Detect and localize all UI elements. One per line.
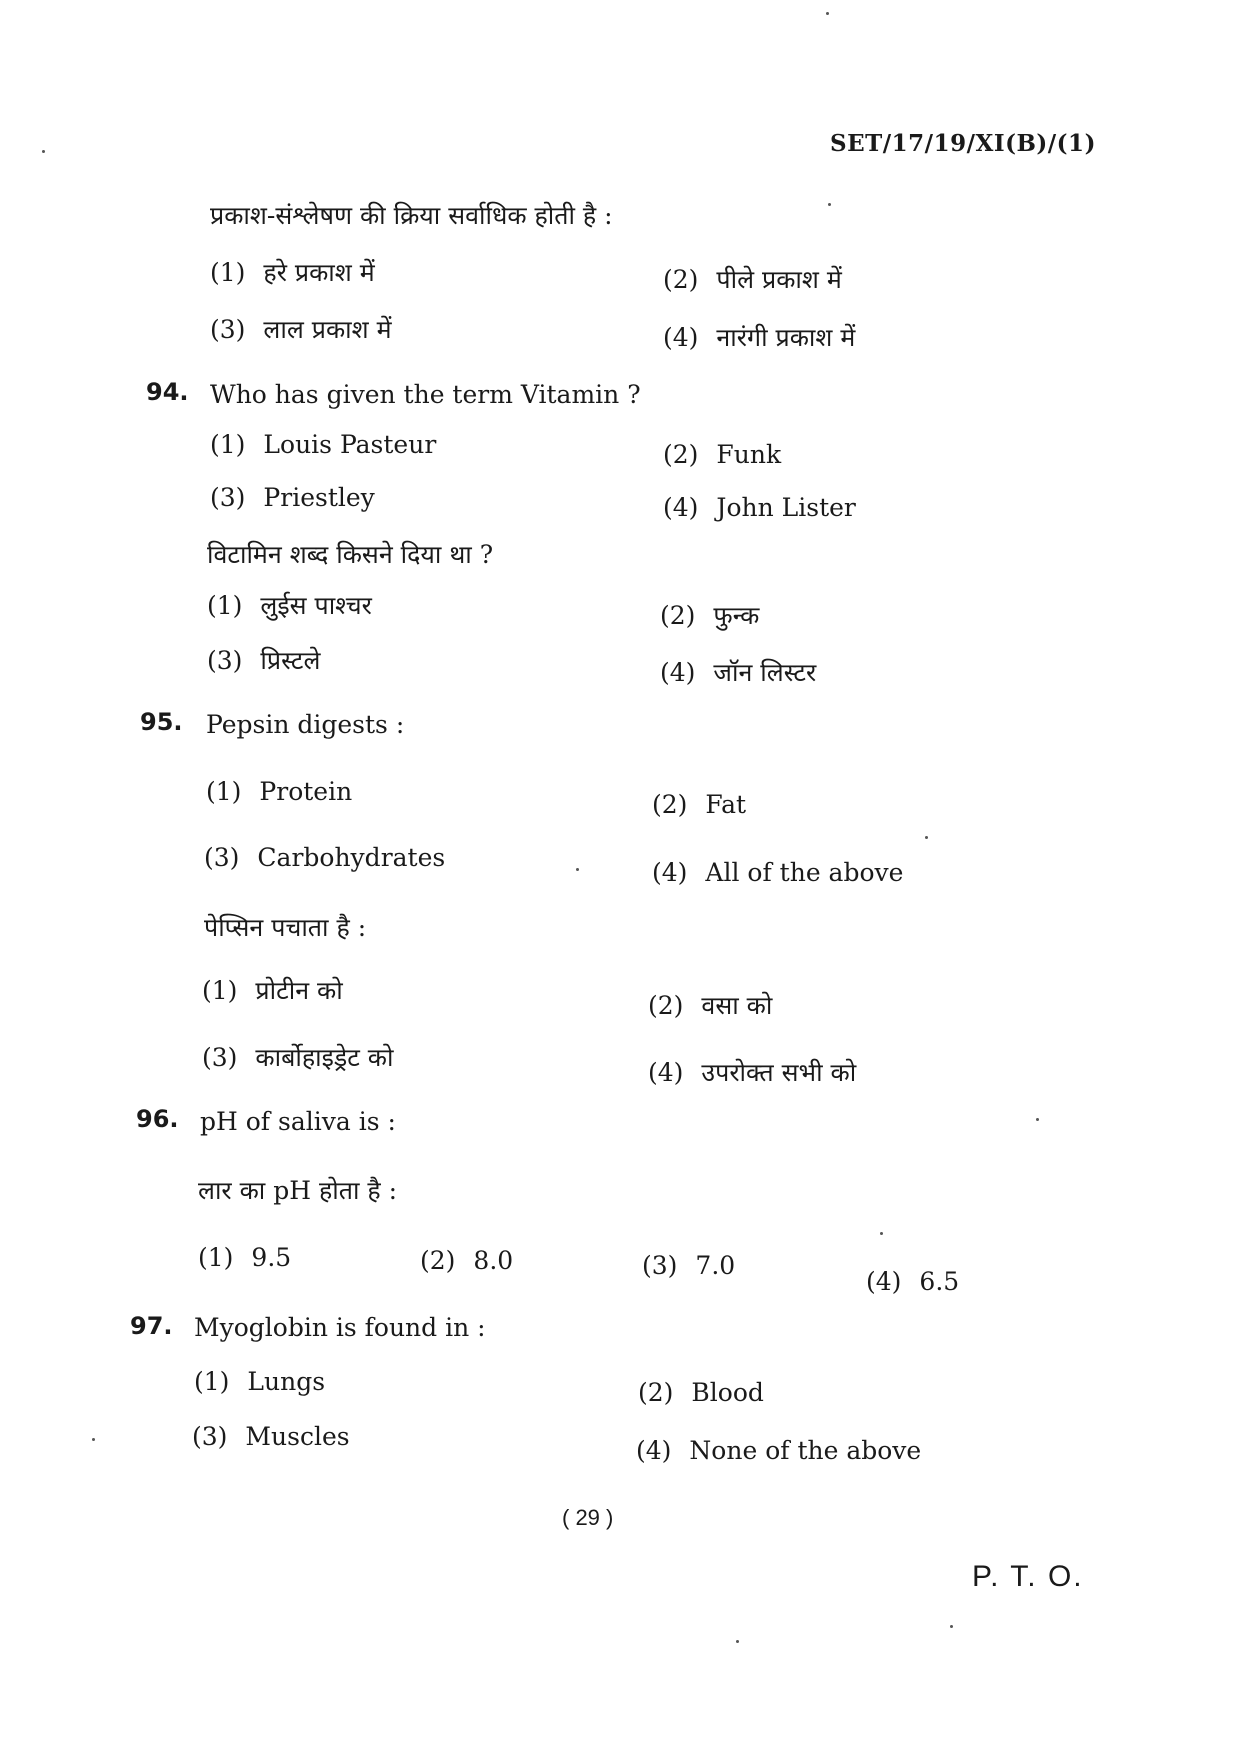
option-number: (2)	[420, 1246, 456, 1275]
option-text: नारंगी प्रकाश में	[716, 323, 856, 352]
q95-option-4[interactable]	[652, 858, 903, 887]
option-number: (4)	[663, 323, 699, 352]
option-text: 6.5	[919, 1267, 960, 1296]
option-text: Muscles	[245, 1422, 350, 1451]
option-text: 7.0	[695, 1251, 736, 1280]
option-text: हरे प्रकाश में	[263, 258, 375, 287]
q94-option-2[interactable]	[663, 440, 781, 469]
option-number: (3)	[642, 1251, 678, 1280]
q94-option-1[interactable]	[210, 430, 436, 459]
option-text: Priestley	[263, 483, 375, 512]
q97-option-2[interactable]	[638, 1378, 764, 1407]
q94-text: Who has given the term Vitamin ?	[210, 380, 641, 409]
option-text: None of the above	[689, 1436, 922, 1465]
q95-hindi-text: पेप्सिन पचाता है :	[204, 913, 367, 942]
q97-option-3[interactable]	[192, 1422, 350, 1451]
q97-option-4[interactable]	[636, 1436, 921, 1465]
option-number: (2)	[652, 790, 688, 819]
q95-option-2[interactable]	[652, 790, 746, 819]
option-number: (3)	[204, 843, 240, 872]
option-number: (4)	[652, 858, 688, 887]
option-number: (4)	[636, 1436, 672, 1465]
q94-hindi-option-4[interactable]	[660, 655, 816, 689]
q97-option-1[interactable]	[194, 1367, 325, 1396]
q97-text: Myoglobin is found in :	[194, 1313, 486, 1342]
q96-option-1[interactable]	[198, 1243, 291, 1272]
option-text: Funk	[716, 440, 782, 469]
option-number: (3)	[202, 1043, 238, 1072]
q95-option-1[interactable]	[206, 777, 352, 806]
q96-option-2[interactable]	[420, 1246, 513, 1275]
option-number: (1)	[198, 1243, 234, 1272]
option-text: Louis Pasteur	[263, 430, 437, 459]
q95-number: 95.	[140, 708, 183, 736]
option-text: All of the above	[705, 858, 904, 887]
scan-speck	[736, 1640, 739, 1643]
q93-hindi-option-3[interactable]	[210, 312, 392, 346]
option-text: पीले प्रकाश में	[716, 265, 842, 294]
q96-text: pH of saliva is :	[200, 1107, 396, 1136]
scan-speck	[1036, 1118, 1039, 1121]
q94-option-3[interactable]	[210, 483, 375, 512]
q95-hindi-option-4[interactable]	[648, 1055, 856, 1089]
scan-speck	[576, 868, 579, 871]
scan-speck	[880, 1232, 883, 1235]
option-text: कार्बोहाइड्रेट को	[255, 1043, 394, 1072]
option-number: (2)	[663, 265, 699, 294]
option-text: उपरोक्त सभी को	[701, 1058, 857, 1087]
option-text: लुईस पाश्चर	[260, 591, 372, 620]
q95-option-3[interactable]	[204, 843, 445, 872]
q94-hindi-text: विटामिन शब्द किसने दिया था ?	[207, 540, 494, 569]
q94-hindi-option-1[interactable]	[207, 588, 372, 622]
option-number: (3)	[210, 483, 246, 512]
option-text: 8.0	[473, 1246, 514, 1275]
option-number: (3)	[207, 646, 243, 675]
option-text: Blood	[691, 1378, 764, 1407]
option-number: (2)	[648, 991, 684, 1020]
option-number: (1)	[210, 258, 246, 287]
q96-option-4[interactable]	[866, 1267, 959, 1296]
q93-hindi-option-2[interactable]	[663, 262, 842, 296]
option-number: (1)	[210, 430, 246, 459]
page-number: ( 29 )	[562, 1505, 614, 1530]
option-number: (2)	[663, 440, 699, 469]
paper-code: SET/17/19/XI(B)/(1)	[830, 130, 1096, 157]
option-text: वसा को	[701, 991, 773, 1020]
q96-number: 96.	[136, 1105, 179, 1133]
option-text: लाल प्रकाश में	[263, 315, 392, 344]
option-number: (4)	[866, 1267, 902, 1296]
q93-hindi-text: प्रकाश-संश्लेषण की क्रिया सर्वाधिक होती है :	[210, 201, 613, 230]
option-number: (2)	[660, 601, 696, 630]
q96-option-3[interactable]	[642, 1251, 735, 1280]
q94-option-4[interactable]	[663, 493, 856, 522]
option-text: प्रोटीन को	[255, 976, 343, 1005]
option-text: Fat	[705, 790, 747, 819]
q95-hindi-option-2[interactable]	[648, 988, 772, 1022]
option-number: (3)	[210, 315, 246, 344]
option-number: (1)	[202, 976, 238, 1005]
option-number: (1)	[206, 777, 242, 806]
option-number: (3)	[192, 1422, 228, 1451]
q97-number: 97.	[130, 1312, 173, 1340]
option-text: फुन्क	[713, 601, 760, 630]
option-text: Protein	[259, 777, 353, 806]
q94-hindi-option-2[interactable]	[660, 598, 759, 632]
option-number: (1)	[207, 591, 243, 620]
q93-hindi-option-4[interactable]	[663, 320, 855, 354]
option-number: (4)	[663, 493, 699, 522]
scan-speck	[828, 203, 831, 206]
q96-hindi-text: लार का pH होता है :	[198, 1176, 398, 1205]
scan-speck	[42, 150, 45, 153]
option-number: (4)	[648, 1058, 684, 1087]
option-text: 9.5	[251, 1243, 292, 1272]
scan-speck	[92, 1438, 95, 1441]
option-text: Carbohydrates	[257, 843, 446, 872]
scan-speck	[950, 1625, 953, 1628]
q95-text: Pepsin digests :	[206, 710, 405, 739]
q94-number: 94.	[146, 378, 189, 406]
option-number: (2)	[638, 1378, 674, 1407]
scan-speck	[826, 12, 829, 15]
q95-hindi-option-1[interactable]	[202, 973, 343, 1007]
option-text: प्रिस्टले	[260, 646, 321, 675]
q93-hindi-option-1[interactable]	[210, 255, 375, 289]
option-number: (1)	[194, 1367, 230, 1396]
option-number: (4)	[660, 658, 696, 687]
pto-marker: P. T. O.	[972, 1560, 1084, 1593]
option-text: Lungs	[247, 1367, 326, 1396]
scan-speck	[925, 836, 928, 839]
option-text: जॉन लिस्टर	[713, 658, 817, 687]
q95-hindi-option-3[interactable]	[202, 1040, 393, 1074]
q94-hindi-option-3[interactable]	[207, 643, 320, 677]
option-text: John Lister	[716, 493, 856, 522]
